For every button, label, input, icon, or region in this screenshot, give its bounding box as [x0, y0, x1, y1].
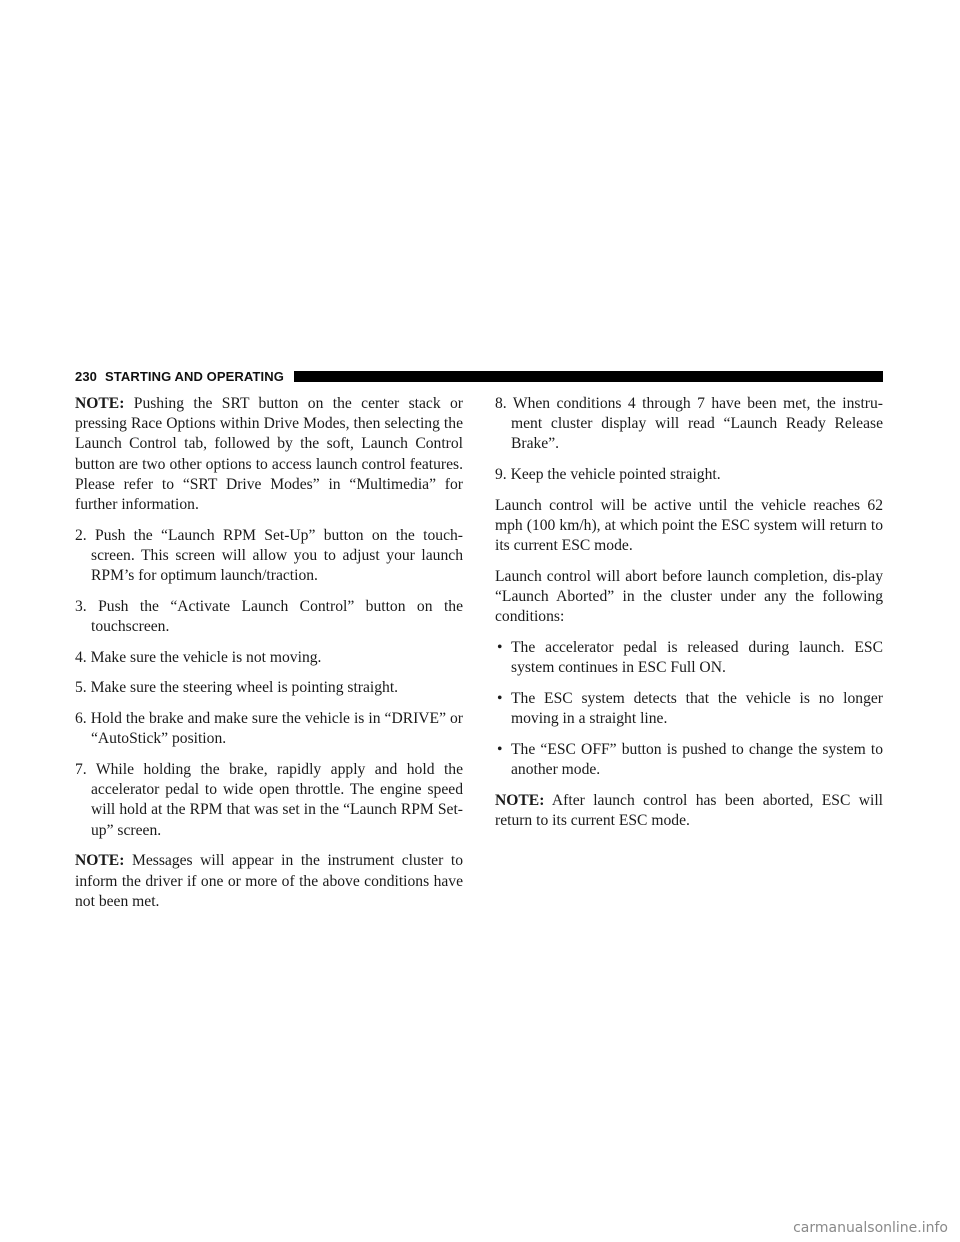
bullet-item	[495, 638, 883, 678]
step-item	[75, 709, 463, 749]
step-item	[75, 648, 463, 668]
step-text: Push the “Launch RPM Set-Up” button on the touch-screen. This screen will allow you to adjust your launch RPM’s for optimum launch/traction.	[91, 526, 464, 585]
note-text: Messages will appear in the instrument cluster to inform the driver if one or more of the above conditions have not been met.	[75, 852, 463, 910]
bullet-icon: •	[497, 740, 503, 758]
step-number: 3.	[75, 597, 87, 615]
body-paragraph: Launch control will be active until the vehicle reaches 62 mph (100 km/h), at which point the ESC system will return to its current ESC mode.	[495, 496, 883, 555]
note-text: Pushing the SRT button on the center stack or pressing Race Options within Drive Modes, then selecting the Launch Control tab, followed by the soft, Launch Control button are two other options to access launch control features. Please refer to “SRT Drive Modes” in “Multimedia” for further information.	[75, 395, 463, 514]
note-label: NOTE:	[75, 395, 125, 412]
page-header	[75, 368, 883, 384]
note-label: NOTE:	[75, 852, 125, 870]
note-text: After launch control has been aborted, ESC will return to its current ESC mode.	[495, 791, 883, 829]
watermark[interactable]: carmanualsonline.info	[793, 1220, 948, 1236]
step-text: Make sure the steering wheel is pointing straight.	[90, 679, 399, 697]
step-item	[75, 678, 463, 698]
page-number: 230	[75, 368, 97, 384]
note-paragraph	[495, 791, 883, 831]
step-item	[75, 526, 463, 587]
step-number: 2.	[75, 526, 87, 544]
note-paragraph	[75, 851, 463, 912]
bullet-icon: •	[497, 689, 503, 707]
step-text: Push the “Activate Launch Control” button on the touchscreen.	[91, 597, 463, 636]
step-number: 6.	[75, 710, 87, 728]
section-title: STARTING AND OPERATING	[105, 368, 284, 384]
step-number: 8.	[495, 395, 507, 412]
step-number: 5.	[75, 679, 87, 697]
bullet-item	[495, 740, 883, 780]
step-number: 9.	[495, 466, 507, 484]
step-text: Hold the brake and make sure the vehicle is in “DRIVE” or “AutoStick” position.	[90, 710, 463, 748]
step-text: When conditions 4 through 7 have been met, the instru-ment cluster display will read “Launch Ready Release Brake”.	[511, 395, 883, 453]
step-text: While holding the brake, rapidly apply and hold the accelerator pedal to wide open throttle. The engine speed will hold at the RPM that was set in the “Launch RPM Set-up” screen.	[91, 761, 463, 839]
bullet-icon: •	[497, 639, 503, 657]
bullet-text: The ESC system detects that the vehicle is no longer moving in a straight line.	[511, 689, 883, 728]
bullet-text: The accelerator pedal is released during launch. ESC system continues in ESC Full ON.	[511, 639, 883, 677]
step-item	[495, 465, 883, 485]
bullet-text: The “ESC OFF” button is pushed to change the system to another mode.	[511, 740, 883, 779]
step-item	[75, 760, 463, 841]
step-item	[495, 394, 883, 455]
note-label: NOTE:	[495, 791, 545, 809]
bullet-item	[495, 689, 883, 729]
left-column	[75, 394, 463, 922]
step-number: 7.	[75, 761, 87, 779]
step-text: Make sure the vehicle is not moving.	[90, 648, 322, 666]
header-rule	[294, 371, 883, 382]
step-number: 4.	[75, 648, 87, 666]
step-item	[75, 597, 463, 637]
step-text: Keep the vehicle pointed straight.	[510, 466, 721, 484]
body-paragraph: Launch control will abort before launch completion, dis-play “Launch Aborted” in the cluster under any the following conditions:	[495, 567, 883, 626]
note-paragraph	[75, 394, 463, 515]
right-column	[495, 394, 883, 842]
